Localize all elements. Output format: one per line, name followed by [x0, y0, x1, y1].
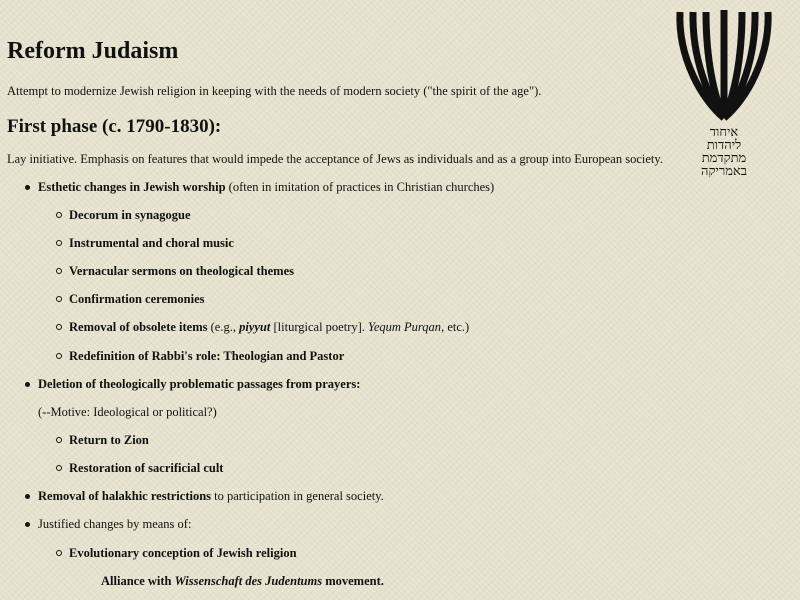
list-item-text: to participation in general society.	[211, 489, 384, 503]
alliance-italic: Wissenschaft des Judentums	[174, 574, 323, 588]
list-item-decorum: Decorum in synagogue	[69, 208, 191, 222]
list-item-text: (e.g.,	[207, 320, 240, 334]
alliance-text	[101, 574, 384, 589]
phase-heading: First phase (c. 1790-1830):	[7, 116, 222, 137]
page-title: Reform Judaism	[7, 38, 179, 64]
list-item-confirmation: Confirmation ceremonies	[69, 292, 205, 306]
logo-line: איחוד	[709, 125, 739, 140]
list-item-sermons: Vernacular sermons on theological themes	[69, 264, 294, 278]
phase-summary: Lay initiative. Emphasis on features that would impede the acceptance of Jews as individuals and as a group into European society.	[7, 152, 663, 166]
alliance-prefix: Alliance with	[101, 574, 175, 588]
list-item-esthetic	[38, 180, 494, 195]
list-item-deletion: Deletion of theologically problematic passages from prayers:	[38, 377, 361, 391]
list-item-evolutionary: Evolutionary conception of Jewish religion	[69, 546, 297, 560]
alliance-suffix: movement.	[322, 574, 384, 588]
logo-line: באמריקה	[700, 164, 747, 179]
list-item-removal	[69, 320, 469, 335]
logo-line: ליהדות	[706, 138, 742, 153]
list-item-bold: Removal of obsolete items	[69, 320, 208, 334]
list-item-bold: Removal of halakhic restrictions	[38, 489, 212, 503]
menorah-icon	[672, 8, 776, 126]
list-item-sacrificial: Restoration of sacrificial cult	[69, 461, 224, 475]
list-item-zion: Return to Zion	[69, 433, 149, 447]
list-item-rabbi: Redefinition of Rabbi's role: Theologian and Pastor	[69, 349, 345, 363]
motive-text: (--Motive: Ideological or political?)	[38, 405, 217, 419]
list-item-text: (often in imitation of practices in Christian churches)	[225, 180, 495, 194]
list-item-text: , etc.)	[441, 320, 470, 334]
organization-logo	[672, 8, 776, 180]
list-item-text: [liturgical poetry].	[270, 320, 369, 334]
intro-paragraph: Attempt to modernize Jewish religion in keeping with the needs of modern society ("the spirit of the age").	[7, 84, 542, 98]
list-item-halakhic	[38, 489, 384, 504]
list-item-italic: piyyut	[239, 320, 271, 334]
list-item-justified: Justified changes by means of:	[38, 517, 192, 531]
list-item-italic: Yequm Purqan	[368, 320, 442, 334]
logo-line: מתקדמת	[701, 151, 747, 166]
list-item-music: Instrumental and choral music	[69, 236, 234, 250]
list-item-bold: Esthetic changes in Jewish worship	[38, 180, 226, 194]
